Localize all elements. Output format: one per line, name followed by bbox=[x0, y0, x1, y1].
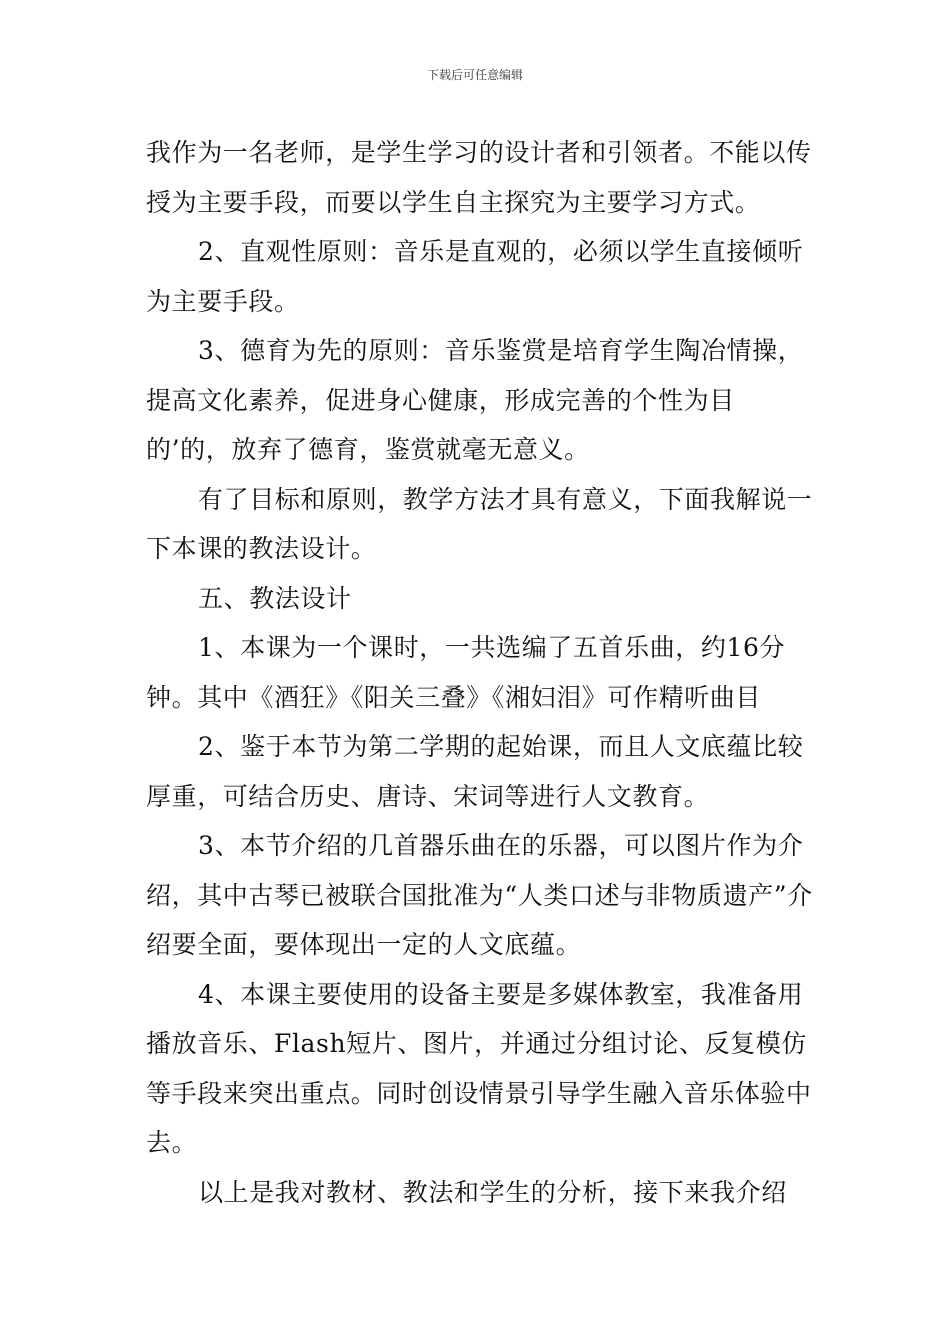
paragraph: 2、鉴于本节为第二学期的起始课，而且人文底蕴比较厚重，可结合历史、唐诗、宋词等进行人文教育。 bbox=[146, 732, 804, 811]
paragraph: 我作为一名老师，是学生学习的设计者和引领者。不能以传授为主要手段，而要以学生自主探究为主要学习方式。 bbox=[146, 138, 812, 217]
paragraph: 有了目标和原则，教学方法才具有意义，下面我解说一下本课的教法设计。 bbox=[146, 484, 813, 563]
paragraph: 以上是我对教材、教法和学生的分析，接下来我介绍 bbox=[198, 1177, 787, 1207]
paragraph: 3、本节介绍的几首器乐曲在的乐器，可以图片作为介绍，其中古琴已被联合国批准为“人类口述与非物质遗产”介绍要全面，要体现出一定的人文底蕴。 bbox=[146, 831, 813, 959]
document-body bbox=[146, 128, 814, 1217]
paragraph: 2、直观性原则：音乐是直观的，必须以学生直接倾听为主要手段。 bbox=[146, 237, 804, 316]
paragraph: 4、本课主要使用的设备主要是多媒体教室，我准备用播放音乐、Flash短片、图片，并通过分组讨论、反复模仿等手段来突出重点。同时创设情景引导学生融入音乐体验中去。 bbox=[146, 979, 812, 1157]
paragraph: 1、本课为一个课时，一共选编了五首乐曲，约16分钟。其中《酒狂》《阳关三叠》《湘妇泪》可作精听曲目 bbox=[146, 633, 786, 712]
page-header: 下载后可任意编辑 bbox=[426, 68, 523, 82]
section-heading: 五、教法设计 bbox=[198, 583, 352, 613]
paragraph: 3、德育为先的原则：音乐鉴赏是培育学生陶冶情操，提高文化素养，促进身心健康，形成完善的个性为目的’的，放弃了德育，鉴赏就毫无意义。 bbox=[146, 336, 804, 464]
